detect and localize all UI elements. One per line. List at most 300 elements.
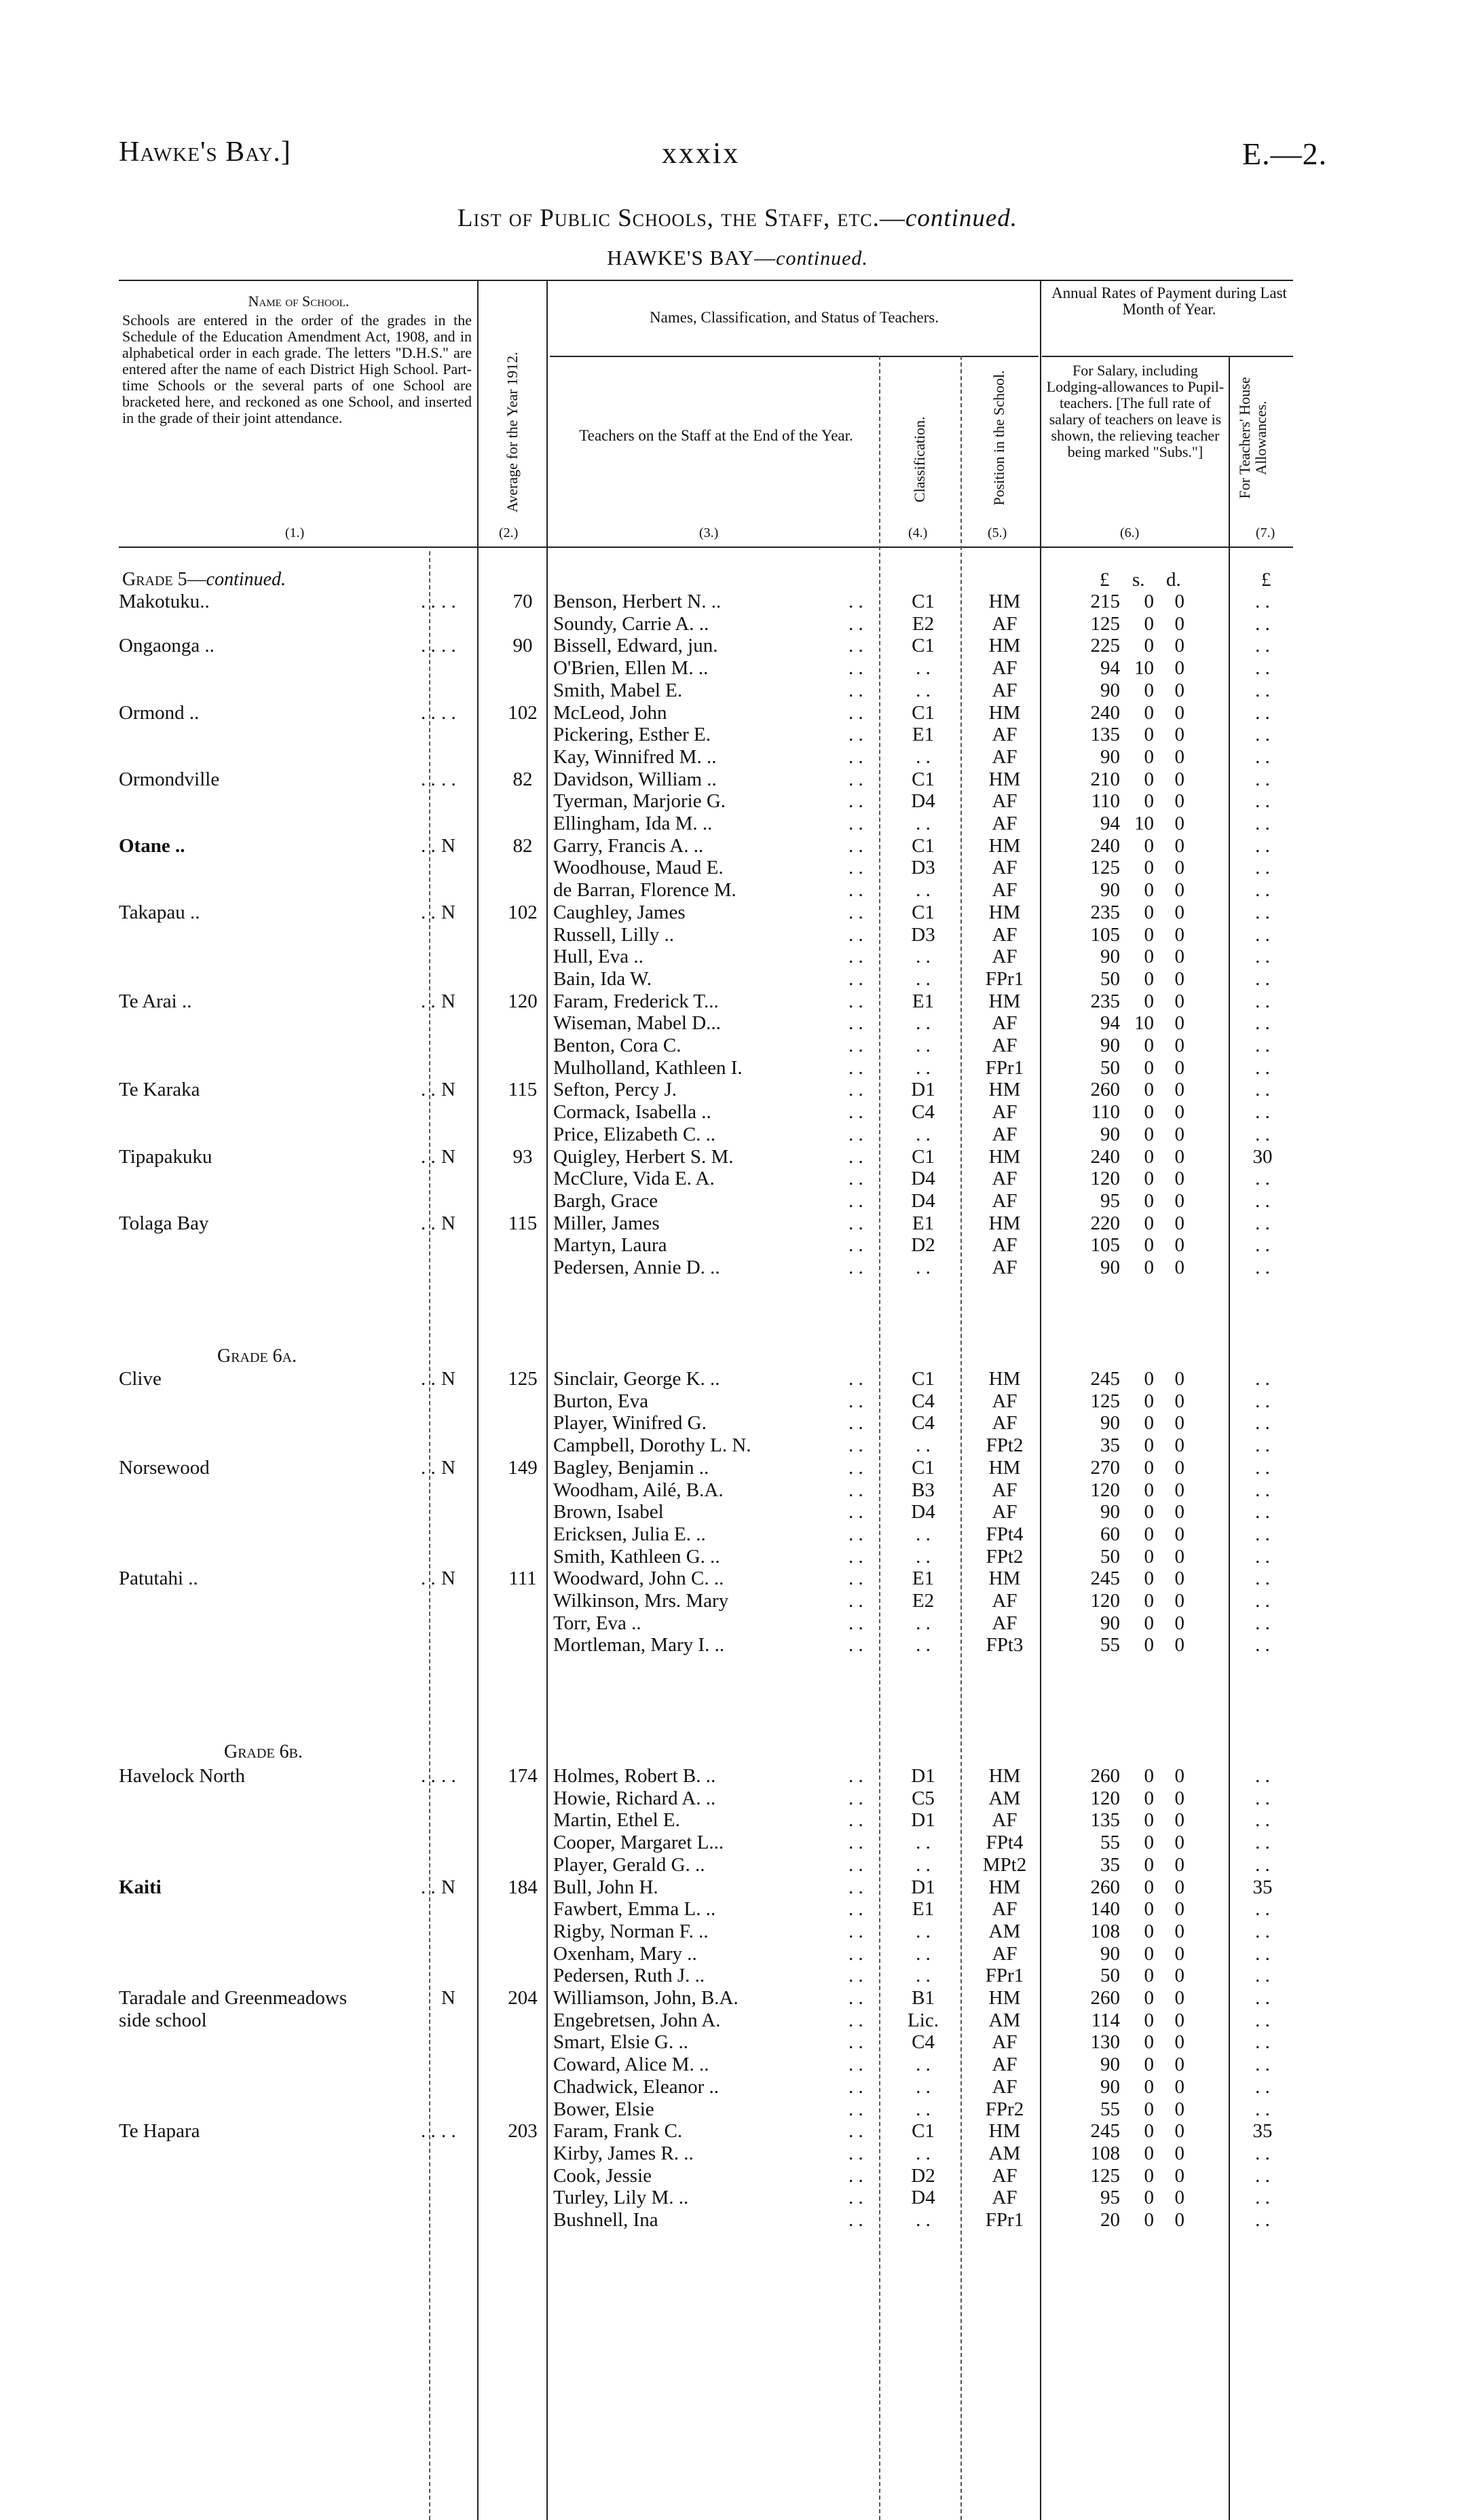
house-allowance: . . — [1255, 2187, 1270, 2209]
salary-pence: 0 — [1174, 1787, 1184, 1809]
teacher-name: Engebretsen, John A. — [553, 2009, 721, 2031]
house-allowance: . . — [1255, 1479, 1270, 1501]
leader-dots: . . — [848, 2054, 863, 2076]
position: AF — [992, 1590, 1017, 1612]
classification: . . — [916, 745, 931, 768]
house-allowance: . . — [1255, 657, 1270, 680]
salary-shillings: 0 — [1144, 591, 1154, 612]
teacher-name: Fawbert, Emma L. .. — [553, 1898, 716, 1921]
leader-dots: . . — [848, 1079, 863, 1101]
salary-shillings: 0 — [1144, 1079, 1154, 1101]
salary-pence: 0 — [1174, 768, 1184, 790]
salary-pounds: 245 — [1090, 1568, 1120, 1590]
leader-dots: . . — [421, 1456, 436, 1479]
dhs-mark: N — [441, 1987, 455, 2009]
classification: . . — [916, 813, 931, 834]
classification: . . — [916, 2054, 931, 2076]
average-attendance: 102 — [508, 901, 538, 923]
salary-pounds: 50 — [1100, 1056, 1120, 1079]
salary-pounds: 55 — [1100, 1832, 1120, 1854]
salary-pence: 0 — [1174, 946, 1184, 968]
house-allowance: . . — [1255, 768, 1270, 790]
leader-dots: . . — [848, 1101, 863, 1124]
leader-dots: . . — [848, 724, 863, 746]
dhs-mark: N — [441, 1212, 455, 1234]
house-allowance: . . — [1255, 1189, 1270, 1212]
salary-pounds: 95 — [1100, 1189, 1120, 1212]
colnum-7: (7.) — [1256, 525, 1275, 540]
salary-pence: 0 — [1174, 2098, 1184, 2120]
school-name: Taradale and Greenmeadows — [119, 1987, 348, 2009]
teacher-name: Cooper, Margaret L... — [553, 1832, 724, 1854]
classification: D4 — [911, 1501, 935, 1523]
salary-pence: 0 — [1174, 2164, 1184, 2187]
salary-shillings: 0 — [1144, 1590, 1154, 1612]
house-allowance: . . — [1255, 724, 1270, 746]
dhs-mark: N — [441, 1079, 455, 1101]
leader-dots: . . — [848, 923, 863, 946]
salary-pence: 0 — [1174, 1434, 1184, 1457]
teacher-name: Smith, Mabel E. — [553, 679, 683, 701]
leader-dots: . . — [848, 612, 863, 635]
house-allowance: . . — [1255, 1412, 1270, 1434]
salary-shillings: 0 — [1144, 901, 1154, 923]
salary-pence: 0 — [1174, 1876, 1184, 1898]
position: HM — [988, 1079, 1021, 1101]
salary-pounds: 125 — [1090, 2164, 1120, 2187]
table-title — [0, 204, 1475, 233]
house-allowance: . . — [1255, 701, 1270, 724]
classification: . . — [916, 967, 931, 990]
salary-pence: 0 — [1174, 990, 1184, 1012]
school-name: Te Karaka — [119, 1079, 200, 1101]
salary-shillings: 0 — [1144, 1898, 1154, 1921]
house-allowance: . . — [1255, 1898, 1270, 1921]
salary-pounds: 55 — [1100, 2098, 1120, 2120]
salary-pounds: 225 — [1090, 635, 1120, 657]
house-allowance: 30 — [1252, 1145, 1273, 1168]
leader-dots: . . — [421, 990, 436, 1012]
position: AF — [992, 1257, 1017, 1278]
salary-shillings: 0 — [1144, 2009, 1154, 2031]
house-allowance: . . — [1255, 1787, 1270, 1809]
classification: C1 — [912, 635, 935, 657]
salary-pence: 0 — [1174, 1368, 1184, 1390]
teacher-name: Player, Gerald G. .. — [553, 1853, 705, 1876]
house-allowance: . . — [1255, 1987, 1270, 2009]
position: AF — [992, 1234, 1017, 1257]
salary-shillings: 0 — [1144, 1987, 1154, 2009]
house-allowance: . . — [1255, 1545, 1270, 1568]
table-title-italic: continued. — [905, 204, 1018, 232]
salary-pounds: 60 — [1100, 1523, 1120, 1545]
classification: Lic. — [908, 2009, 939, 2031]
leader-dots: . . — [421, 1765, 436, 1787]
house-allowance: . . — [1255, 2164, 1270, 2187]
teacher-name: Sinclair, George K. .. — [553, 1368, 720, 1390]
teacher-name: Russell, Lilly .. — [553, 923, 675, 946]
teacher-name: Martyn, Laura — [553, 1234, 667, 1257]
teacher-name: Caughley, James — [553, 901, 686, 923]
colnum-5: (5.) — [988, 525, 1007, 540]
salary-pounds: 55 — [1100, 1634, 1120, 1656]
house-allowance: . . — [1255, 2054, 1270, 2076]
table-subtitle-main: HAWKE'S BAY— — [607, 246, 777, 270]
leader-dots: . . — [848, 1920, 863, 1942]
position: AF — [992, 1501, 1017, 1523]
classification: D3 — [911, 857, 935, 879]
salary-shillings: 0 — [1144, 923, 1154, 946]
leader-dots: . . — [848, 967, 863, 990]
teacher-name: Wiseman, Mabel D... — [553, 1012, 721, 1035]
leader-dots: . . — [421, 1079, 436, 1101]
leader-dots: . . — [848, 879, 863, 902]
position: AF — [992, 879, 1017, 902]
salary-pence: 0 — [1174, 1987, 1184, 2009]
classification: E1 — [912, 990, 935, 1012]
salary-shillings: 0 — [1144, 1787, 1154, 1809]
classification: . . — [916, 2142, 931, 2164]
salary-shillings: 0 — [1144, 612, 1154, 635]
house-allowance: . . — [1255, 946, 1270, 968]
leader-dots: . . — [848, 591, 863, 612]
house-allowance: . . — [1255, 679, 1270, 701]
school-name: Havelock North — [119, 1765, 246, 1787]
position: AF — [992, 2054, 1017, 2076]
salary-pounds: 90 — [1100, 1612, 1120, 1634]
colnum-3: (3.) — [699, 525, 719, 540]
teacher-name: Mortleman, Mary I. .. — [553, 1634, 725, 1656]
salary-pounds: 215 — [1090, 591, 1120, 612]
average-attendance: 174 — [508, 1765, 538, 1787]
salary-pounds: 110 — [1091, 790, 1120, 813]
position: HM — [988, 1987, 1021, 2009]
teacher-name: Coward, Alice M. .. — [553, 2054, 709, 2076]
position: AM — [988, 1920, 1021, 1942]
position: AF — [992, 1168, 1017, 1190]
leader-dots: . . — [421, 635, 436, 657]
salary-pounds: 90 — [1100, 1942, 1120, 1965]
currency-house-pound: £ — [1261, 569, 1271, 591]
dash-2 — [960, 356, 962, 2520]
salary-pence: 0 — [1174, 679, 1184, 701]
position: HM — [988, 1876, 1021, 1898]
salary-pounds: 140 — [1090, 1898, 1120, 1921]
salary-shillings: 0 — [1144, 1390, 1154, 1412]
leader-dots: . . — [848, 1501, 863, 1523]
leader-dots: . . — [848, 790, 863, 813]
classification: C1 — [912, 591, 935, 612]
salary-shillings: 0 — [1144, 2209, 1154, 2231]
teacher-name: Brown, Isabel — [553, 1501, 664, 1523]
salary-pounds: 114 — [1091, 2009, 1120, 2031]
house-allowance: . . — [1255, 990, 1270, 1012]
teacher-name: Woodhouse, Maud E. — [553, 857, 724, 879]
salary-shillings: 0 — [1144, 2120, 1154, 2143]
house-allowance: . . — [1255, 1168, 1270, 1190]
salary-shillings: 0 — [1144, 1035, 1154, 1056]
salary-pounds: 90 — [1100, 1412, 1120, 1434]
salary-pounds: 90 — [1100, 1257, 1120, 1278]
position: FPr1 — [985, 1056, 1024, 1079]
average-attendance: 102 — [508, 701, 538, 724]
teacher-name: Benton, Cora C. — [553, 1035, 682, 1056]
salary-shillings: 0 — [1144, 834, 1154, 857]
salary-pence: 0 — [1174, 1965, 1184, 1987]
house-allowance: . . — [1255, 1965, 1270, 1987]
col-average: Average for the Year 1912. — [504, 352, 521, 513]
house-allowance: 35 — [1252, 2120, 1273, 2143]
table-title-main: List of Public Schools, the Staff, etc.— — [457, 204, 905, 232]
salary-shillings: 0 — [1144, 2054, 1154, 2076]
salary-shillings: 0 — [1144, 1123, 1154, 1145]
leader-dots: . . — [421, 1368, 436, 1390]
salary-pounds: 90 — [1100, 679, 1120, 701]
classification: D1 — [911, 1876, 935, 1898]
teacher-name: de Barran, Florence M. — [553, 879, 736, 902]
salary-pounds: 125 — [1090, 1390, 1120, 1412]
dash-1 — [879, 356, 880, 2520]
position: HM — [988, 635, 1021, 657]
leader-dots: . . — [848, 1787, 863, 1809]
average-attendance: 149 — [508, 1456, 538, 1479]
salary-pence: 0 — [1174, 1189, 1184, 1212]
grade-label — [122, 569, 286, 591]
salary-shillings: 0 — [1144, 1765, 1154, 1787]
house-allowance: . . — [1255, 967, 1270, 990]
leader-dots: . . — [848, 768, 863, 790]
leader-dots: . . — [848, 1634, 863, 1656]
salary-shillings: 0 — [1144, 1234, 1154, 1257]
average-attendance: 115 — [508, 1212, 538, 1234]
house-allowance: . . — [1255, 2075, 1270, 2098]
leader-dots: . . — [848, 834, 863, 857]
salary-pence: 0 — [1174, 1168, 1184, 1190]
house-allowance: . . — [1255, 813, 1270, 834]
teacher-name: Sefton, Percy J. — [553, 1079, 677, 1101]
teacher-name: Tyerman, Marjorie G. — [553, 790, 726, 813]
salary-pence: 0 — [1174, 1123, 1184, 1145]
leader-dots: . . — [848, 679, 863, 701]
teacher-name: Burton, Eva — [553, 1390, 649, 1412]
dhs-mark: . . — [441, 1765, 456, 1787]
position: MPt2 — [982, 1853, 1027, 1876]
salary-pence: 0 — [1174, 1832, 1184, 1854]
position: FPt4 — [986, 1523, 1024, 1545]
salary-pounds: 108 — [1090, 2142, 1120, 2164]
classification: . . — [916, 1123, 931, 1145]
position: AF — [992, 1612, 1017, 1634]
classification: B1 — [912, 1987, 935, 2009]
teacher-name: Bissell, Edward, jun. — [553, 635, 718, 657]
salary-shillings: 0 — [1144, 1876, 1154, 1898]
salary-shillings: 0 — [1144, 1942, 1154, 1965]
average-attendance: 120 — [508, 990, 538, 1012]
salary-shillings: 0 — [1144, 1145, 1154, 1168]
salary-pence: 0 — [1174, 701, 1184, 724]
header-right: E.—2. — [1242, 136, 1328, 171]
school-name: Makotuku.. — [119, 591, 210, 612]
leader-dots: . . — [421, 1876, 436, 1898]
table-subtitle — [0, 246, 1475, 270]
classification: . . — [916, 2098, 931, 2120]
colnum-2: (2.) — [499, 525, 519, 540]
grade-label-text: Grade 6b. — [224, 1741, 303, 1762]
salary-pounds: 120 — [1090, 1787, 1120, 1809]
salary-pence: 0 — [1174, 612, 1184, 635]
salary-pence: 0 — [1174, 790, 1184, 813]
average-attendance: 93 — [512, 1145, 533, 1168]
salary-shillings: 0 — [1144, 2098, 1154, 2120]
salary-shillings: 0 — [1144, 1853, 1154, 1876]
salary-shillings: 0 — [1144, 2031, 1154, 2054]
salary-shillings: 0 — [1144, 745, 1154, 768]
classification: . . — [916, 1056, 931, 1079]
teacher-name: Woodham, Ailé, B.A. — [553, 1479, 724, 1501]
col-school-title: Name of School. — [248, 293, 350, 310]
teacher-name: Woodward, John C. .. — [553, 1568, 724, 1590]
salary-pounds: 94 — [1100, 1012, 1120, 1035]
average-attendance: 70 — [512, 591, 533, 612]
salary-pounds: 95 — [1100, 2187, 1120, 2209]
leader-dots: . . — [848, 946, 863, 968]
salary-pounds: 94 — [1100, 657, 1120, 680]
leader-dots: . . — [848, 1898, 863, 1921]
classification: . . — [916, 1634, 931, 1656]
teacher-name: Ellingham, Ida M. .. — [553, 813, 713, 834]
salary-pence: 0 — [1174, 879, 1184, 902]
teacher-name: Holmes, Robert B. .. — [553, 1765, 716, 1787]
salary-pounds: 90 — [1100, 879, 1120, 902]
position: AF — [992, 1809, 1017, 1832]
col-position: Position in the School. — [990, 370, 1007, 506]
salary-pounds: 235 — [1090, 901, 1120, 923]
dhs-mark: N — [441, 834, 455, 857]
house-allowance: . . — [1255, 923, 1270, 946]
salary-pence: 0 — [1174, 745, 1184, 768]
position: FPt2 — [986, 1434, 1024, 1457]
classification: B3 — [912, 1479, 935, 1501]
teacher-name: Mulholland, Kathleen I. — [553, 1056, 743, 1079]
average-attendance: 184 — [508, 1876, 538, 1898]
house-allowance: . . — [1255, 2209, 1270, 2231]
house-allowance: . . — [1255, 612, 1270, 635]
teacher-name: Ericksen, Julia E. .. — [553, 1523, 706, 1545]
house-allowance: . . — [1255, 591, 1270, 612]
teacher-name: Hull, Eva .. — [553, 946, 643, 968]
classification: . . — [916, 679, 931, 701]
leader-dots: . . — [421, 701, 436, 724]
classification: . . — [916, 1434, 931, 1457]
position: AF — [992, 1012, 1017, 1035]
house-allowance: . . — [1255, 1101, 1270, 1124]
classification: C1 — [912, 701, 935, 724]
classification: E2 — [912, 612, 935, 635]
leader-dots: . . — [848, 1123, 863, 1145]
position: AM — [988, 2142, 1021, 2164]
salary-shillings: 0 — [1144, 2142, 1154, 2164]
position: HM — [988, 1368, 1021, 1390]
col-teachers: Teachers on the Staff at the End of the Year. — [579, 427, 853, 444]
position: AF — [992, 1123, 1017, 1145]
leader-dots: . . — [848, 1168, 863, 1190]
house-allowance: . . — [1255, 1368, 1270, 1390]
position: HM — [988, 834, 1021, 857]
classification: . . — [916, 1257, 931, 1278]
classification: . . — [916, 1035, 931, 1056]
salary-shillings: 0 — [1144, 1920, 1154, 1942]
leader-dots: . . — [421, 1568, 436, 1590]
house-allowance: . . — [1255, 1568, 1270, 1590]
house-allowance: . . — [1255, 1456, 1270, 1479]
leader-dots: . . — [848, 1412, 863, 1434]
salary-pence: 0 — [1174, 2075, 1184, 2098]
leader-dots: . . — [848, 1612, 863, 1634]
leader-dots: . . — [848, 1212, 863, 1234]
house-allowance: . . — [1255, 1079, 1270, 1101]
house-allowance: . . — [1255, 1590, 1270, 1612]
salary-shillings: 0 — [1144, 1965, 1154, 1987]
salary-pence: 0 — [1174, 1590, 1184, 1612]
salary-pence: 0 — [1174, 1545, 1184, 1568]
house-allowance: . . — [1255, 1501, 1270, 1523]
salary-shillings: 0 — [1144, 857, 1154, 879]
classification: D1 — [911, 1765, 935, 1787]
position: AF — [992, 1898, 1017, 1921]
salary-pence: 0 — [1174, 1012, 1184, 1035]
classification: . . — [916, 1012, 931, 1035]
position: AF — [992, 2187, 1017, 2209]
house-allowance: . . — [1255, 1012, 1270, 1035]
school-name: Otane .. — [119, 834, 185, 857]
salary-pence: 0 — [1174, 635, 1184, 657]
position: FPt3 — [986, 1634, 1024, 1656]
salary-shillings: 0 — [1144, 2164, 1154, 2187]
leader-dots: . . — [848, 1434, 863, 1457]
classification: E1 — [912, 1898, 935, 1921]
salary-shillings: 0 — [1144, 679, 1154, 701]
salary-shillings: 0 — [1144, 635, 1154, 657]
average-attendance: 125 — [508, 1368, 538, 1390]
leader-dots: . . — [848, 1189, 863, 1212]
leader-dots: . . — [848, 701, 863, 724]
teacher-name: Bagley, Benjamin .. — [553, 1456, 709, 1479]
classification: . . — [916, 2209, 931, 2231]
grade-label-text: Grade 5— — [122, 569, 206, 590]
leader-dots: . . — [848, 2098, 863, 2120]
classification: D3 — [911, 923, 935, 946]
average-attendance: 90 — [512, 635, 533, 657]
leader-dots: . . — [848, 1056, 863, 1079]
position: AF — [992, 1189, 1017, 1212]
dhs-mark: . . — [441, 701, 456, 724]
average-attendance: 204 — [508, 1987, 538, 2009]
salary-pence: 0 — [1174, 1257, 1184, 1278]
salary-shillings: 0 — [1144, 724, 1154, 746]
leader-dots: . . — [848, 2031, 863, 2054]
house-allowance: . . — [1255, 1123, 1270, 1145]
classification: C1 — [912, 834, 935, 857]
house-allowance: . . — [1255, 1056, 1270, 1079]
leader-dots: . . — [848, 1809, 863, 1832]
teacher-name: Davidson, William .. — [553, 768, 717, 790]
teacher-name: Bull, John H. — [553, 1876, 658, 1898]
salary-pence: 0 — [1174, 724, 1184, 746]
leader-dots: . . — [848, 1012, 863, 1035]
school-name: Tipapakuku — [119, 1145, 212, 1168]
house-allowance: . . — [1255, 1765, 1270, 1787]
house-allowance: . . — [1255, 834, 1270, 857]
